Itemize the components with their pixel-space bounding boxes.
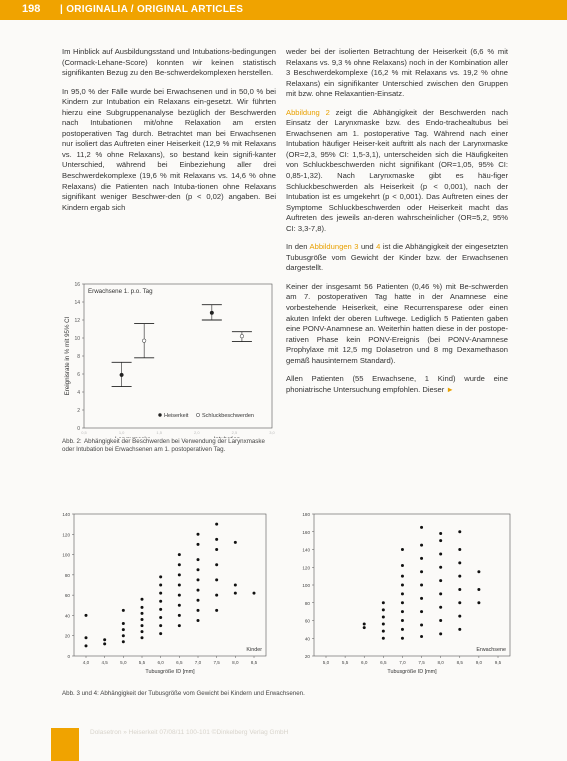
y-tick-label: 140 [302,547,310,553]
figure-2-caption-text: Abhängigkeit der Beschwerden bei Verwendung der Larynxmaske oder Intubation bei Erwachsenen am 1. postoperativen Tag. [62,438,265,453]
scatter-point [85,636,88,639]
scatter-point [420,544,423,547]
x-axis-label: Tubusgröße ID [mm] [145,669,195,675]
x-tick-label: 9,0 [475,660,483,665]
scatter-point [477,601,480,604]
figure-2-caption [62,438,276,453]
scatter-point [85,614,88,617]
right-paragraph-2 [286,108,508,235]
scatter-point [178,594,181,597]
scatter-point [439,632,442,635]
scatter-point [197,619,200,622]
y-tick-label: 40 [64,613,70,619]
y-tick-label: 120 [302,565,310,571]
right-paragraph-4: Keiner der insgesamt 56 Patienten (0,46 %) mit Be-schwerden am 7. postoperativen Tag hatte in der Anamnese eine vorbestehende Heiserkeit, eine Recurrensparese oder einen akuten Infekt der oberen Luftwege. Lediglich 5 Patienten gaben eine PONV-Anamnese an. Weiterhin hatten diese in der postope-rativen Phase kein PONV-Ereignis (bei PONV-Anamnese Prophylaxe mit 12,5 mg Dolasetron und 8 mg Dexamethason gemäß hausinternem Standard). [286,281,508,365]
legend-marker-heiserkeit [158,413,161,416]
scatter-point [159,608,162,611]
scatter-point [141,624,144,627]
y-tick-label: 60 [64,593,70,599]
scatter-point [197,578,200,581]
scatter-point [178,573,181,576]
x-tick-label: 5,0 [322,660,330,665]
x-tick-label: 8,0 [232,660,239,665]
scatter-point [401,564,404,567]
y-tick-label: 80 [304,600,310,606]
scatter-point [458,628,461,631]
scatter-point [363,623,366,626]
scatter-point [439,592,442,595]
scatter-point [420,623,423,626]
y-tick-label: 20 [304,654,310,659]
x-tick-label: 4,5 [101,660,108,665]
scatter-point [122,640,125,643]
scatter-point [458,601,461,604]
panel-label: Erwachsene [476,647,506,653]
header-bar [0,0,567,20]
y-tick-label: 12 [74,318,80,324]
scatter-point [141,612,144,615]
section-title [60,4,243,15]
scatter-point [439,566,442,569]
scatter-point [159,624,162,627]
page-number: 198 [22,3,41,15]
figure-2-chart [62,278,276,438]
scatter-point [197,533,200,536]
x-tick-label: 5,0 [120,660,127,665]
scatter-point [215,594,218,597]
scatter-point [215,578,218,581]
scatter-point [458,575,461,578]
plot-frame [314,514,510,656]
x-tick-label: 0,5 [81,430,87,435]
point-marker [210,311,214,315]
scatter-point [253,592,256,595]
plot-frame [74,514,266,656]
x-tick-label: 9,5 [494,660,502,665]
y-tick-label: 16 [74,282,80,288]
scatter-point [159,600,162,603]
y-tick-label: 80 [64,572,70,578]
scatter-point [382,601,385,604]
y-tick-label: 60 [304,618,310,624]
x-tick-label: 7,5 [213,660,220,665]
y-tick-label: 40 [304,636,310,642]
scatter-point [122,609,125,612]
left-column [62,47,276,221]
scatter-point [103,638,106,641]
scatter-point [382,608,385,611]
x-tick-label: 6,0 [361,660,368,665]
x-tick-label: 7,0 [194,660,202,665]
x-tick-label: 7,0 [399,660,406,665]
y-tick-label: 100 [302,583,310,588]
scatter-point [401,584,404,587]
right-paragraph-2-text: zeigt die Abhängigkeit der Beschwerden nach Einsatz der Larynxmaske bzw. des Endo-trachealtubus bei Erwachsenen am 1. postoperative Tag. Während nach einer Intubation häufiger Heiser-keit auftritt als nach der Larynxmaske (OR=2,3, 95% CI: 1,5-3,1), unterscheiden sich die Häufigkeiten von Schluckbeschwerden nicht signifikant (OR=1,05, 95% CI: 0,85-1,32). Nach Larynxmaske gibt es häu-figer Schluckbeschwerden als Heiserkeit (p < 0,001), nach der Intubation ist es umgekehrt (p < 0,001). Das Auftreten eines der Symptome Schluckbeschwerden oder Heiserkeit macht das Auftreten des jeweils an-deren wahrscheinlicher (OR=5,2, 95% CI: 3,3-7,8). [286,107,508,233]
right-paragraph-5 [286,374,508,395]
figure-4-chart [290,508,516,686]
right-column [286,47,508,403]
scatter-point [141,618,144,621]
x-tick-label: 6,5 [380,660,387,665]
x-tick-label: 5,5 [138,660,146,665]
scatter-point [439,552,442,555]
y-tick-label: 120 [62,532,70,538]
scatter-point [382,637,385,640]
scatter-point [234,541,237,544]
scatter-point [458,588,461,591]
scatter-point [439,539,442,542]
x-tick-label: 5,5 [341,660,349,665]
x-tick-label: 2,5 [231,430,238,435]
scatter-point [197,589,200,592]
scatter-point [178,563,181,566]
y-tick-label: 140 [62,512,70,517]
scatter-point [401,575,404,578]
x-tick-label: 8,5 [456,660,463,665]
scatter-point [382,630,385,633]
figure-3-chart [50,508,272,686]
y-tick-label: 100 [62,552,70,558]
scatter-point [363,626,366,629]
scatter-point [458,561,461,564]
scatter-point [215,548,218,551]
point-marker [120,373,124,377]
scatter-point [122,628,125,631]
scatter-point [178,624,181,627]
left-paragraph-1: Im Hinblick auf Ausbildungsstand und Intubations-bedingungen (Cormack-Lehane-Score) konnten wir keinen statistisch signifikanten Bezug zu den Be-schwerdekomplexen herstellen. [62,47,276,78]
x-tick-label: 4,0 [82,660,90,665]
scatter-point [420,570,423,573]
scatter-point [382,623,385,626]
scatter-point [215,523,218,526]
scatter-point [178,614,181,617]
scatter-point [215,563,218,566]
legend-label-heiserkeit: Heiserkeit [164,413,189,419]
scatter-point [458,530,461,533]
scatter-point [401,548,404,551]
legend-label-schluck: Schluckbeschwerden [202,413,254,419]
scatter-point [197,543,200,546]
scatter-point [159,632,162,635]
scatter-point [159,584,162,587]
scatter-point [178,604,181,607]
y-tick-label: 6 [77,372,80,378]
y-tick-label: 2 [77,408,80,414]
scatter-point [215,538,218,541]
scatter-point [401,610,404,613]
figure-3-4-caption: Abb. 3 und 4: Abhängigkeit der Tubusgröße vom Gewicht bei Kindern und Erwachsenen. [62,690,305,697]
y-tick-label: 160 [302,529,310,535]
x-tick-label: 2,0 [194,430,200,435]
x-tick-label: 3,0 [269,430,275,435]
scatter-point [420,597,423,600]
scatter-point [439,619,442,622]
scatter-point [439,532,442,535]
y-tick-label: 14 [74,300,80,306]
x-axis-label: Tubusgröße ID [mm] [387,669,437,675]
scatter-point [439,579,442,582]
scatter-point [401,637,404,640]
scatter-point [141,606,144,609]
y-tick-label: 4 [77,390,80,396]
legend-marker-schluck [196,413,199,416]
figure-3-link[interactable]: Abbildungen 3 [309,242,359,252]
scatter-point [159,616,162,619]
scatter-point [197,599,200,602]
figure-2-link[interactable]: Abbildung 2 [286,107,330,117]
x-tick-label: 8,0 [437,660,444,665]
point-marker [240,334,244,338]
x-tick-label: 1,5 [156,430,162,435]
figure-2-caption-label: Abb. 2: [62,438,82,445]
continue-arrow-icon: ► [446,384,454,394]
scatter-point [420,557,423,560]
header-title-text: ORIGINALIA / ORIGINAL ARTICLES [66,4,244,15]
scatter-point [103,642,106,645]
p3-pre: In den [286,242,310,252]
scatter-point [439,606,442,609]
right-paragraph-1: weder bei der isolierten Betrachtung der Heiserkeit (6,6 % mit Relaxans vs. 9,3 % ohne Relaxans) noch in der Kombination aller 3 Beschwerdekomplexe (16,2 % mit Relaxans vs. 19,2 % ohne Relaxans) ein signifikanter Unterschied zwischen den Gruppen mit bzw. ohne Relaxantien-Einsatz. [286,47,508,99]
y-tick-label: 180 [302,512,310,517]
chart-title: Erwachsene 1. p.o. Tag [88,288,153,295]
scatter-point [401,619,404,622]
scatter-point [420,584,423,587]
panel-label: Kinder [246,647,262,653]
scatter-point [122,634,125,637]
scatter-point [458,615,461,618]
scatter-point [420,610,423,613]
right-paragraph-3 [286,242,508,274]
scatter-point [401,592,404,595]
footer-accent-block [51,728,79,761]
y-tick-label: 10 [74,336,80,342]
p5-text: Allen Patienten (55 Erwachsene, 1 Kind) wurde eine phoniatrische Untersuchung empfohlen. Dieser [286,374,508,394]
scatter-point [141,598,144,601]
scatter-point [159,575,162,578]
scatter-point [197,558,200,561]
scatter-point [178,553,181,556]
footer-citation: Dolasetron » Heiserkeit 07/08/11 100-101 ©Dinkelberg Verlag GmbH [90,729,289,736]
scatter-point [401,601,404,604]
y-tick-label: 0 [77,426,80,432]
y-axis-label: Ereignisrate in % mit 95% CI [64,316,71,396]
scatter-point [122,622,125,625]
y-tick-label: 0 [67,654,70,659]
scatter-point [458,548,461,551]
y-tick-label: 8 [77,354,80,360]
x-tick-label: 7,5 [418,660,425,665]
left-paragraph-2: In 95,0 % der Fälle wurde bei Erwachsenen und in 50,0 % bei Kindern zur Intubation ein Relaxans ein-gesetzt. Wir führten hierzu eine Subgruppenanalyse bezüglich der Beschwerden nach Intubationen mit/ohne Relaxation am ersten postoperativen Tag durch. Betrachtet man bei Erwachsenen nur isoliert das Auftreten einer Heiserkeit (12,9 % mit Relaxans vs. 11,2 % ohne Relaxans), so bestand kein signifi-kanter Unterschied, während bei Einbeziehung aller drei Beschwerdekomplexe (19,6 % mit Relaxans vs. 14,6 % ohne Relaxans) die Patienten nach Intuba-tionen ohne Relaxans signifikant weniger Beschwer-den (p < 0,02) angaben. Bei Kindern ergab sich [62,86,276,212]
scatter-point [159,592,162,595]
scatter-point [382,615,385,618]
scatter-point [477,570,480,573]
scatter-point [215,609,218,612]
p3-text: ist die Abhängigkeit der eingesetzten Tubusgröße vom Gewicht der Kinder bzw. der Erwachsenen dargestellt. [286,242,509,273]
scatter-point [477,588,480,591]
scatter-point [197,609,200,612]
scatter-point [420,635,423,638]
y-tick-label: 20 [64,633,70,639]
scatter-point [420,526,423,529]
p3-mid: und [358,242,377,252]
x-tick-label: 6,5 [176,660,183,665]
scatter-point [141,636,144,639]
point-marker [142,339,146,343]
figure-4-link[interactable]: 4 [376,242,381,252]
scatter-point [234,592,237,595]
plot-frame [84,284,272,428]
scatter-point [141,630,144,633]
scatter-point [234,584,237,587]
x-tick-label: 1,0 [118,430,125,435]
scatter-point [197,568,200,571]
x-tick-label: 8,5 [250,660,258,665]
scatter-point [85,644,88,647]
scatter-point [401,628,404,631]
x-tick-label: 6,0 [157,660,164,665]
header-separator: | [60,4,64,15]
scatter-point [178,584,181,587]
